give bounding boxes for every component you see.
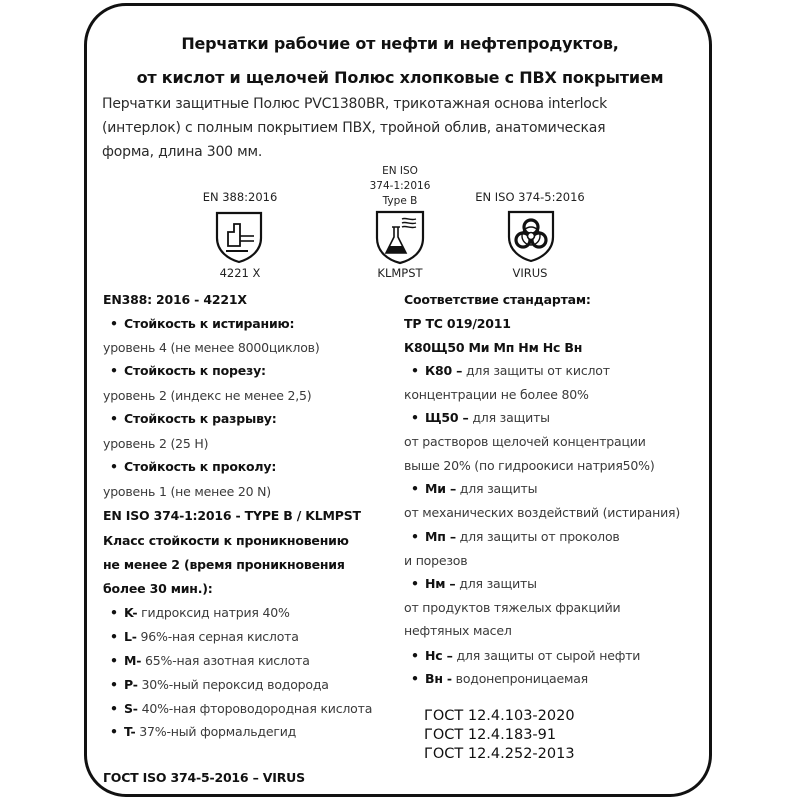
protection-item: • Нс – для защиты от сырой нефти (411, 648, 640, 663)
gost-standard: ГОСТ 12.4.183-91 (424, 727, 557, 743)
property-value: уровень 4 (не менее 8000циклов) (103, 340, 320, 355)
en374-class-line: Класс стойкости к проникновению (103, 533, 349, 548)
intro-line-3: форма, длина 300 мм. (102, 144, 263, 160)
protection-item-detail: нефтяных масел (404, 623, 512, 638)
protection-item-detail: от механических воздействий (истирания) (404, 505, 680, 520)
en388-heading: EN388: 2016 - 4221X (103, 292, 247, 307)
protection-codes: К80Щ50 Ми Мп Нм Нс Вн (404, 340, 583, 355)
protection-item: • Нм – для защиты (411, 576, 537, 591)
cert-code: 4221 X (219, 266, 261, 280)
intro-line-1: Перчатки защитные Полюс PVC1380BR, трикотажная основа interlock (102, 96, 608, 112)
title-line-1: Перчатки рабочие от нефти и нефтепродуктов, (181, 34, 619, 53)
protection-item-detail: и порезов (404, 553, 468, 568)
protection-item-detail: от растворов щелочей концентрации (404, 434, 646, 449)
gost-standard: ГОСТ 12.4.103-2020 (424, 708, 575, 724)
title-line-2: от кислот и щелочей Полюс хлопковые с ПВХ покрытием (136, 68, 664, 87)
protection-item-detail: от продуктов тяжелых фракцийи (404, 600, 621, 615)
protection-item-detail: выше 20% (по гидроокиси натрия50%) (404, 458, 655, 473)
en374-heading: EN ISO 374-1:2016 - TYPE B / KLMPST (103, 508, 361, 523)
tr-ts-standard: ТР ТС 019/2011 (404, 316, 511, 331)
gost-standard: ГОСТ 12.4.252-2013 (424, 746, 575, 762)
protection-item-detail: концентрации не более 80% (404, 387, 589, 402)
property-label: • Стойкость к порезу: (110, 363, 266, 378)
cert-standard-line-1: EN ISO (382, 165, 418, 177)
cert-code: VIRUS (512, 266, 548, 280)
protection-item: • Вн - водонепроницаемая (411, 671, 588, 686)
chemical-item: • S- 40%-ная фтороводородная кислота (110, 701, 372, 716)
biohazard-shield-icon (506, 209, 556, 263)
chemical-item: • T- 37%-ный формальдегид (110, 724, 296, 739)
property-value: уровень 2 (25 Н) (103, 436, 209, 451)
chemical-item: • M- 65%-ная азотная кислота (110, 653, 310, 668)
en374-class-line: не менее 2 (время проникновения (103, 557, 345, 572)
intro-line-2: (интерлок) с полным покрытием ПВХ, тройной облив, анатомическая (102, 120, 606, 136)
protection-item: • Щ50 – для защиты (411, 410, 550, 425)
property-label: • Стойкость к истиранию: (110, 316, 294, 331)
virus-standard: ГОСТ ISO 374-5-2016 – VIRUS (103, 770, 305, 785)
property-label: • Стойкость к разрыву: (110, 411, 277, 426)
chemical-item: • K- гидроксид натрия 40% (110, 605, 290, 620)
protection-item: • Мп – для защиты от проколов (411, 529, 620, 544)
property-value: уровень 2 (индекс не менее 2,5) (103, 388, 312, 403)
chemical-item: • L- 96%-ная серная кислота (110, 629, 299, 644)
property-value: уровень 1 (не менее 20 N) (103, 484, 271, 499)
protection-item: • Ми – для защиты (411, 481, 537, 496)
en374-class-line: более 30 мин.): (103, 581, 213, 596)
property-label: • Стойкость к проколу: (110, 459, 276, 474)
protection-item: • К80 – для защиты от кислот (411, 363, 610, 378)
cert-standard: EN 388:2016 (202, 190, 278, 204)
standards-heading: Соответствие стандартам: (404, 292, 591, 307)
cert-code: KLMPST (377, 266, 423, 280)
cert-standard-line-3: Type B (382, 195, 418, 207)
mechanical-hazard-shield-icon (214, 210, 264, 264)
cert-standard-line-2: 374-1:2016 (369, 180, 431, 192)
chemical-flask-shield-icon (374, 209, 426, 265)
chemical-item: • P- 30%-ный пероксид водорода (110, 677, 329, 692)
cert-standard: EN ISO 374-5:2016 (475, 190, 585, 204)
